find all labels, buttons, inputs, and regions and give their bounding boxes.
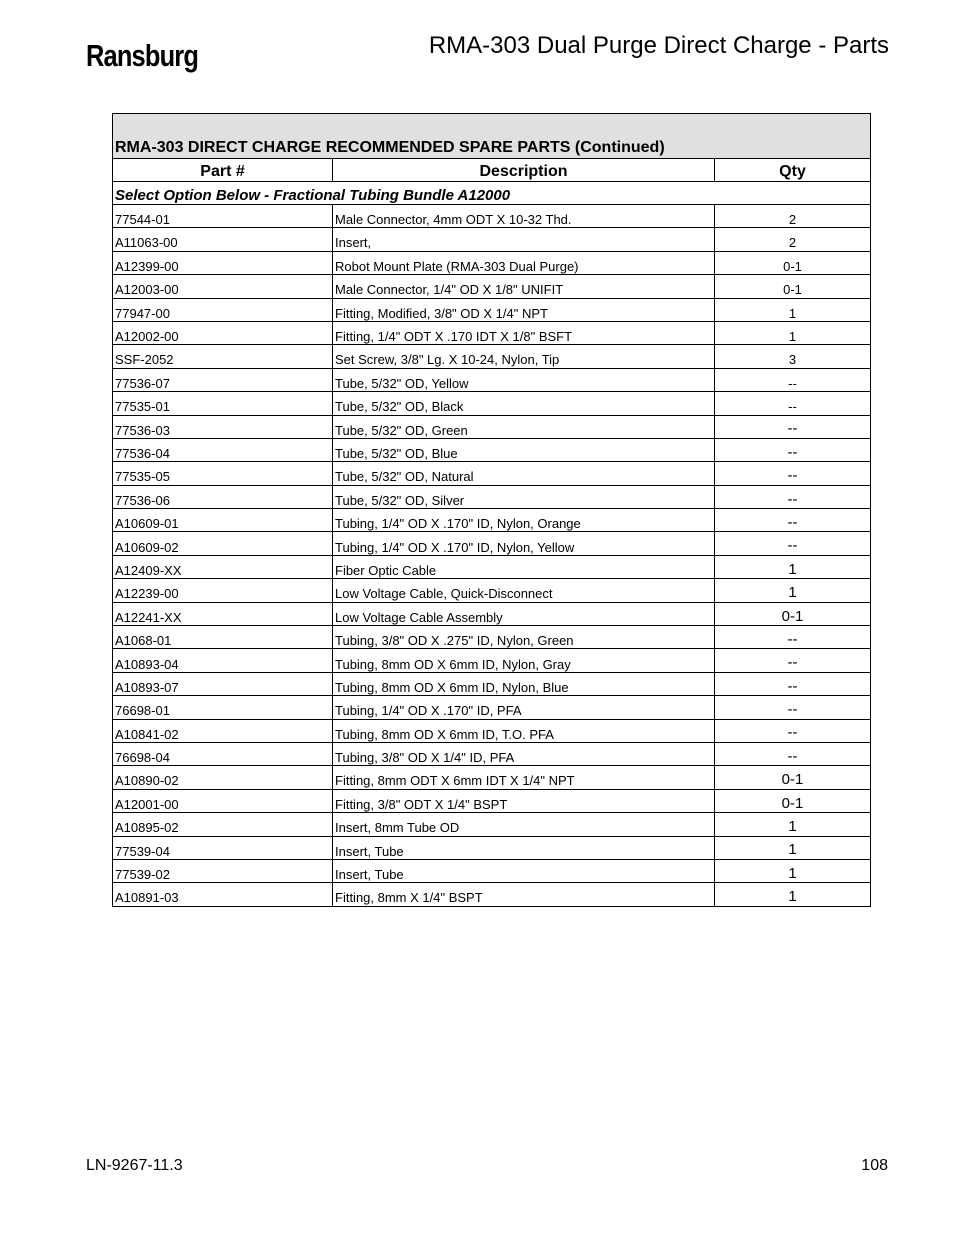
description-cell: Tubing, 1/4" OD X .170" ID, PFA: [333, 696, 715, 719]
description-cell: Fitting, 8mm ODT X 6mm IDT X 1/4" NPT: [333, 766, 715, 789]
description-cell: Fiber Optic Cable: [333, 555, 715, 578]
qty-cell: --: [715, 649, 871, 672]
description-cell: Fitting, 8mm X 1/4" BSPT: [333, 883, 715, 906]
part-number-cell: A12003-00: [113, 275, 333, 298]
part-number-cell: A12239-00: [113, 579, 333, 602]
description-cell: Low Voltage Cable, Quick-Disconnect: [333, 579, 715, 602]
table-row: [113, 883, 871, 906]
table-row: [113, 696, 871, 719]
part-number-cell: 77536-03: [113, 415, 333, 438]
description-cell: Tube, 5/32" OD, Silver: [333, 485, 715, 508]
qty-cell: --: [715, 392, 871, 415]
column-header-row: [113, 159, 871, 182]
part-number-cell: A10841-02: [113, 719, 333, 742]
table-row: [113, 719, 871, 742]
document-number: LN-9267-11.3: [86, 1157, 183, 1174]
qty-cell: 3: [715, 345, 871, 368]
qty-cell: 0-1: [715, 251, 871, 274]
description-cell: Tubing, 3/8" OD X 1/4" ID, PFA: [333, 742, 715, 765]
part-number-cell: 77535-05: [113, 462, 333, 485]
description-cell: Male Connector, 1/4" OD X 1/8" UNIFIT: [333, 275, 715, 298]
part-number-cell: A10890-02: [113, 766, 333, 789]
part-number-cell: SSF-2052: [113, 345, 333, 368]
page-number: 108: [861, 1157, 888, 1174]
description-cell: Robot Mount Plate (RMA-303 Dual Purge): [333, 251, 715, 274]
section-heading: Select Option Below - Fractional Tubing Bundle A12000: [113, 182, 871, 205]
qty-cell: 0-1: [715, 789, 871, 812]
description-cell: Male Connector, 4mm ODT X 10-32 Thd.: [333, 205, 715, 228]
qty-cell: --: [715, 742, 871, 765]
part-number-cell: A11063-00: [113, 228, 333, 251]
table-row: [113, 438, 871, 461]
qty-cell: 1: [715, 298, 871, 321]
qty-cell: --: [715, 532, 871, 555]
table-row: [113, 251, 871, 274]
description-cell: Tube, 5/32" OD, Green: [333, 415, 715, 438]
description-cell: Tubing, 8mm OD X 6mm ID, T.O. PFA: [333, 719, 715, 742]
description-cell: Fitting, 3/8" ODT X 1/4" BSPT: [333, 789, 715, 812]
qty-cell: --: [715, 509, 871, 532]
description-cell: Insert, Tube: [333, 859, 715, 882]
table-row: [113, 672, 871, 695]
table-banner: RMA-303 DIRECT CHARGE RECOMMENDED SPARE PARTS (Continued): [113, 114, 871, 159]
description-cell: Low Voltage Cable Assembly: [333, 602, 715, 625]
table-row: [113, 345, 871, 368]
part-number-cell: A12409-XX: [113, 555, 333, 578]
description-cell: Set Screw, 3/8" Lg. X 10-24, Nylon, Tip: [333, 345, 715, 368]
table-row: [113, 462, 871, 485]
part-number-cell: A10893-07: [113, 672, 333, 695]
part-number-cell: A10893-04: [113, 649, 333, 672]
brand-logo: Ransburg: [86, 38, 199, 73]
description-cell: Tubing, 8mm OD X 6mm ID, Nylon, Gray: [333, 649, 715, 672]
qty-cell: 0-1: [715, 766, 871, 789]
part-number-cell: A10895-02: [113, 813, 333, 836]
table-row: [113, 509, 871, 532]
page-title: RMA-303 Dual Purge Direct Charge - Parts: [428, 32, 889, 59]
qty-cell: 1: [715, 579, 871, 602]
qty-cell: 0-1: [715, 275, 871, 298]
part-number-cell: 76698-01: [113, 696, 333, 719]
part-number-cell: A1068-01: [113, 626, 333, 649]
spare-parts-table: [112, 113, 871, 907]
qty-cell: 2: [715, 205, 871, 228]
table-row: [113, 649, 871, 672]
table-row: [113, 789, 871, 812]
table-row: [113, 579, 871, 602]
table-row: [113, 742, 871, 765]
column-header-part: Part #: [113, 159, 333, 182]
column-header-description: Description: [333, 159, 715, 182]
column-header-qty: Qty: [715, 159, 871, 182]
description-cell: Tubing, 1/4" OD X .170" ID, Nylon, Yellow: [333, 532, 715, 555]
description-cell: Fitting, Modified, 3/8" OD X 1/4" NPT: [333, 298, 715, 321]
table-row: [113, 859, 871, 882]
part-number-cell: 77544-01: [113, 205, 333, 228]
description-cell: Tube, 5/32" OD, Blue: [333, 438, 715, 461]
description-cell: Tubing, 8mm OD X 6mm ID, Nylon, Blue: [333, 672, 715, 695]
qty-cell: --: [715, 696, 871, 719]
part-number-cell: A12001-00: [113, 789, 333, 812]
table-row: [113, 626, 871, 649]
description-cell: Insert, 8mm Tube OD: [333, 813, 715, 836]
table-row: [113, 205, 871, 228]
part-number-cell: 77535-01: [113, 392, 333, 415]
part-number-cell: 77536-07: [113, 368, 333, 391]
qty-cell: --: [715, 485, 871, 508]
qty-cell: 2: [715, 228, 871, 251]
qty-cell: 1: [715, 836, 871, 859]
table-row: [113, 766, 871, 789]
qty-cell: 0-1: [715, 602, 871, 625]
table-row: [113, 275, 871, 298]
table-row: [113, 392, 871, 415]
qty-cell: --: [715, 672, 871, 695]
description-cell: Tubing, 3/8" OD X .275" ID, Nylon, Green: [333, 626, 715, 649]
description-cell: Insert,: [333, 228, 715, 251]
table-banner-row: [113, 114, 871, 159]
table-row: [113, 602, 871, 625]
description-cell: Fitting, 1/4" ODT X .170 IDT X 1/8" BSFT: [333, 321, 715, 344]
part-number-cell: 77536-06: [113, 485, 333, 508]
part-number-cell: A10609-02: [113, 532, 333, 555]
qty-cell: --: [715, 368, 871, 391]
table-row: [113, 228, 871, 251]
part-number-cell: A10891-03: [113, 883, 333, 906]
description-cell: Insert, Tube: [333, 836, 715, 859]
qty-cell: --: [715, 438, 871, 461]
table-row: [113, 813, 871, 836]
table-row: [113, 532, 871, 555]
qty-cell: 1: [715, 555, 871, 578]
table-row: [113, 368, 871, 391]
table-row: [113, 555, 871, 578]
qty-cell: --: [715, 415, 871, 438]
qty-cell: --: [715, 626, 871, 649]
description-cell: Tubing, 1/4" OD X .170" ID, Nylon, Orange: [333, 509, 715, 532]
part-number-cell: A12002-00: [113, 321, 333, 344]
part-number-cell: 77536-04: [113, 438, 333, 461]
qty-cell: 1: [715, 813, 871, 836]
part-number-cell: 77947-00: [113, 298, 333, 321]
part-number-cell: 76698-04: [113, 742, 333, 765]
part-number-cell: A12399-00: [113, 251, 333, 274]
qty-cell: 1: [715, 321, 871, 344]
part-number-cell: A10609-01: [113, 509, 333, 532]
description-cell: Tube, 5/32" OD, Black: [333, 392, 715, 415]
table-row: [113, 485, 871, 508]
table-row: [113, 321, 871, 344]
qty-cell: --: [715, 719, 871, 742]
table-row: [113, 298, 871, 321]
table-row: [113, 836, 871, 859]
qty-cell: 1: [715, 859, 871, 882]
part-number-cell: A12241-XX: [113, 602, 333, 625]
qty-cell: 1: [715, 883, 871, 906]
table-row: [113, 415, 871, 438]
qty-cell: --: [715, 462, 871, 485]
description-cell: Tube, 5/32" OD, Yellow: [333, 368, 715, 391]
part-number-cell: 77539-02: [113, 859, 333, 882]
description-cell: Tube, 5/32" OD, Natural: [333, 462, 715, 485]
part-number-cell: 77539-04: [113, 836, 333, 859]
section-row: [113, 182, 871, 205]
